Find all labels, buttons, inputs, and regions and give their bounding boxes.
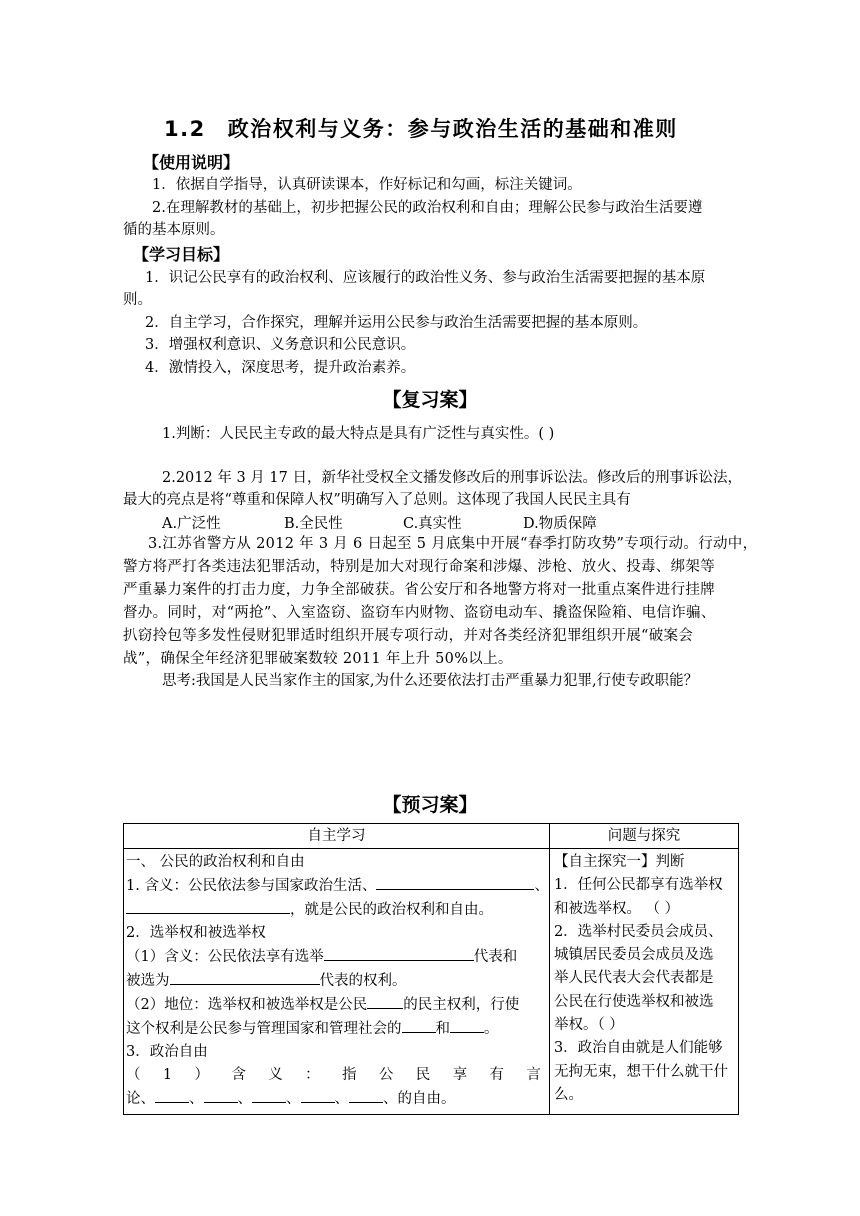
blank-field[interactable]	[324, 945, 474, 961]
review-question-3f: 战”，确保全年经济犯罪破案数较 2011 年上升 50%以上。	[123, 651, 513, 667]
review-heading: 【复习案】	[382, 389, 478, 411]
option-a: A.广泛性	[162, 516, 221, 532]
questions-cell	[549, 849, 738, 1115]
char: 1	[162, 1067, 173, 1083]
left-line-11-end: 、的自由。	[383, 1091, 456, 1107]
right-line-4b: 无拘无束，想干什么就干什	[553, 1063, 728, 1080]
blank-field[interactable]	[450, 1017, 484, 1033]
col-header-questions: 问题与探究	[549, 824, 738, 849]
review-question-2b: 最大的亮点是将“尊重和保障人权”明确写入了总则。这体现了我国人民民主具有	[123, 492, 631, 508]
char: 指	[341, 1067, 357, 1083]
blank-field[interactable]	[349, 1087, 383, 1103]
char: ）	[194, 1067, 209, 1083]
blank-field[interactable]	[155, 1087, 189, 1103]
right-line-1: 【自主探究一】判断	[553, 854, 685, 870]
left-line-7-end: 的民主权利，行使	[403, 997, 520, 1013]
option-b: B.全民性	[284, 516, 343, 532]
left-line-7	[124, 993, 549, 1017]
option-d: D.物质保障	[523, 516, 597, 532]
right-line-4c: 么。	[553, 1086, 583, 1103]
review-question-1: 1.判断：人民民主专政的最大特点是具有广泛性与真实性。( )	[162, 426, 555, 442]
char: 含	[231, 1067, 246, 1083]
goal-1b: 则。	[123, 292, 152, 308]
left-line-9: 3．政治自由	[126, 1044, 208, 1060]
sep: 、	[334, 1091, 349, 1107]
left-line-2-text: 1. 含义：公民依法参与国家政治生活、	[126, 878, 377, 894]
char: （	[126, 1067, 141, 1083]
left-line-5-end: 代表和	[473, 949, 518, 965]
blank-field[interactable]	[204, 1087, 238, 1103]
review-question-3b: 警方将严打各类违法犯罪活动，特别是加大对现行命案和涉爆、涉枪、放火、投毒、绑架等	[123, 559, 715, 575]
right-line-2b: 和被选举权。 （ ）	[553, 900, 680, 917]
goal-4: 4．激情投入，深度思考，提升政治素养。	[145, 360, 416, 376]
left-line-2	[124, 874, 549, 898]
blank-field[interactable]	[367, 993, 403, 1009]
review-question-3c: 严重暴力案件的打击力度，力争全部破获。省公安厅和各地警方将对一批重点案件进行挂牌	[123, 582, 715, 598]
left-line-8-and: 和	[435, 1021, 450, 1037]
table-body-row	[124, 849, 739, 1115]
blank-field[interactable]	[126, 898, 290, 914]
usage-heading: 【使用说明】	[143, 153, 240, 172]
char: 民	[415, 1067, 431, 1083]
left-line-3	[124, 898, 549, 922]
right-line-3e: 举权。（ ）	[553, 1017, 624, 1034]
review-question-3a: 3.江苏省警方从 2012 年 3 月 6 日起至 5 月底集中开展“春季打防攻势”专项行动。行动中，	[148, 536, 758, 552]
right-line-3d: 公民在行使选举权和被选	[553, 993, 714, 1010]
left-line-8	[124, 1017, 549, 1041]
blank-field[interactable]	[301, 1087, 335, 1103]
blank-field[interactable]	[402, 1017, 436, 1033]
char: 有	[489, 1067, 504, 1083]
table-header-row	[124, 824, 739, 849]
char: 言	[526, 1067, 541, 1083]
left-line-6-text: 被选为	[126, 973, 170, 989]
left-line-6-end: 代表的权利。	[319, 973, 407, 989]
left-line-2-sep: 、	[534, 878, 549, 894]
section-number: 1.2	[164, 117, 206, 141]
page-title	[164, 113, 678, 143]
char: 义	[268, 1067, 283, 1083]
sep: 、	[237, 1091, 252, 1107]
left-line-4: 2．选举权和被选举权	[126, 925, 266, 941]
char: 享	[452, 1067, 468, 1083]
left-line-7-text: （2）地位：选举权和被选举权是公民	[126, 997, 368, 1013]
col-header-self-study: 自主学习	[124, 824, 550, 849]
right-line-4a: 3．政治自由就是人们能够	[553, 1040, 723, 1057]
left-line-11-text: 论、	[126, 1091, 155, 1107]
left-line-8-text: 这个权利是公民参与管理国家和管理社会的	[126, 1021, 402, 1037]
goal-3: 3．增强权利意识、义务意识和公民意识。	[145, 337, 416, 353]
left-line-3-text: ，就是公民的政治权利和自由。	[290, 902, 493, 918]
blank-field[interactable]	[170, 969, 320, 985]
goals-heading: 【学习目标】	[133, 245, 230, 264]
self-study-cell	[124, 849, 550, 1115]
char: ：	[305, 1067, 320, 1083]
left-line-11	[124, 1087, 549, 1111]
blank-field[interactable]	[376, 874, 534, 890]
review-question-3e: 扒窃拎包等多发性侵财犯罪适时组织开展专项行动，并对各类经济犯罪组织开展“破案会	[123, 628, 694, 644]
left-line-1: 一、 公民的政治权利和自由	[126, 854, 305, 870]
right-line-2a: 1．任何公民都享有选举权	[553, 877, 723, 894]
sep: 、	[286, 1091, 301, 1107]
blank-field[interactable]	[252, 1087, 286, 1103]
left-line-6	[124, 969, 549, 993]
left-line-5	[124, 945, 549, 969]
goal-1a: 1．识记公民享有的政治权利、应该履行的政治性义务、参与政治生活需要把握的基本原	[145, 270, 706, 286]
right-line-3a: 2．选举村民委员会成员、	[553, 923, 723, 940]
review-question-3d: 督办。同时，对“两抢”、入室盗窃、盗窃车内财物、盗窃电动车、撬盗保险箱、电信诈骗、	[123, 605, 716, 621]
char: 公	[378, 1067, 394, 1083]
option-c: C.真实性	[403, 516, 462, 532]
preview-table	[123, 823, 739, 1115]
usage-line-1: 1．依据自学指导，认真研读课本，作好标记和勾画，标注关键词。	[152, 177, 582, 193]
usage-line-2a: 2.在理解教材的基础上，初步把握公民的政治权利和自由；理解公民参与政治生活要遵	[152, 200, 703, 216]
right-line-3b: 城镇居民委员会成员及选	[553, 947, 714, 964]
left-line-5-text: （1）含义：公民依法享有选举	[126, 949, 324, 965]
usage-line-2b: 循的基本原则。	[123, 222, 225, 238]
review-think: 思考:我国是人民当家作主的国家,为什么还要依法打击严重暴力犯罪,行使专政职能？	[162, 673, 699, 689]
title-text: 政治权利与义务：参与政治生活的基础和准则	[227, 117, 678, 141]
sep: 、	[189, 1091, 204, 1107]
right-line-3c: 举人民代表大会代表都是	[553, 970, 714, 987]
preview-heading: 【预习案】	[382, 794, 478, 816]
left-line-8-end: 。	[484, 1021, 499, 1037]
left-line-10	[124, 1064, 549, 1087]
goal-2: 2．自主学习，合作探究，理解并运用公民参与政治生活需要把握的基本原则。	[145, 315, 648, 331]
review-question-2a: 2.2012 年 3 月 17 日，新华社受权全文播发修改后的刑事诉讼法。修改后的刑事诉讼法，	[162, 470, 742, 486]
